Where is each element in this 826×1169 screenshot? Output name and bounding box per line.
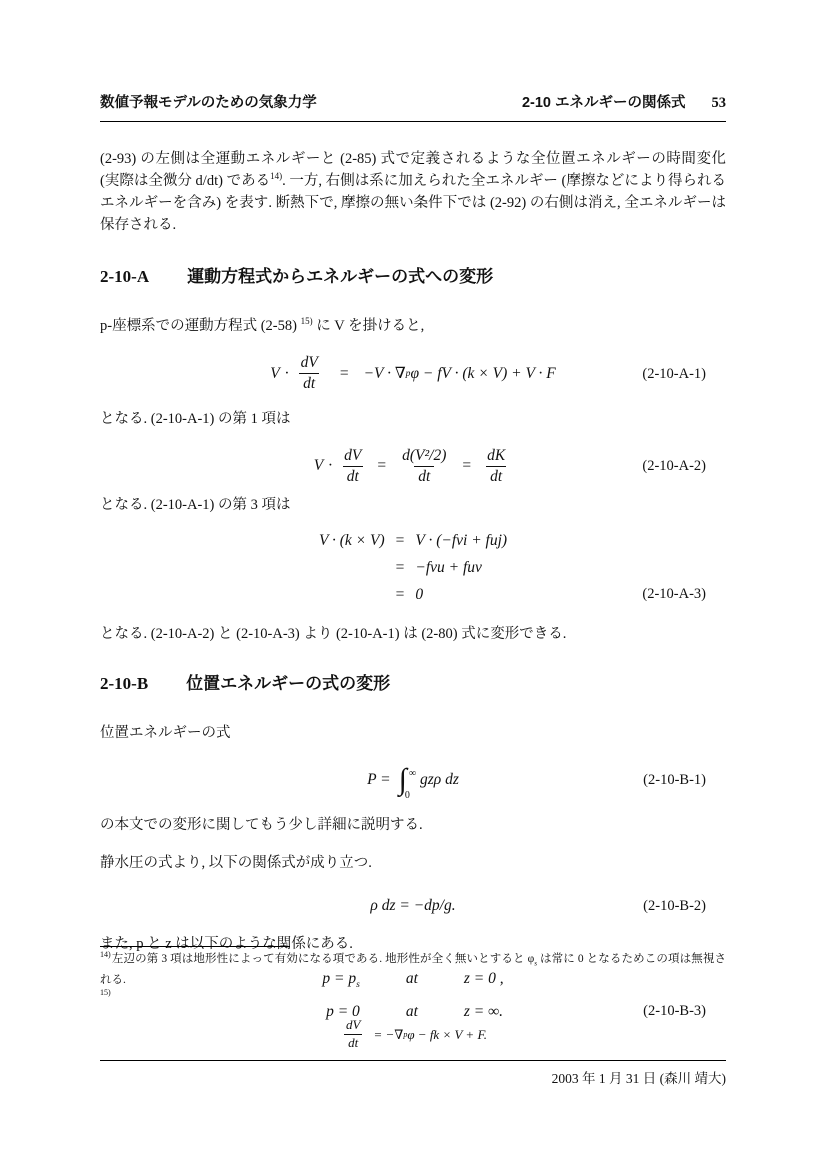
header-section-title: 2-10 エネルギーの関係式 xyxy=(521,95,686,111)
eq-b3-r1-rhs: z = 0 , xyxy=(463,970,504,987)
eq-a2-fraction-3 xyxy=(483,447,509,486)
eq-a3-equals-1: = xyxy=(395,531,405,549)
eq-a2-f2-den: dt xyxy=(414,466,434,486)
eq-b3-r1-at: at xyxy=(405,970,418,987)
eq-a2-f3-den: dt xyxy=(486,466,506,486)
footnote-14-text-1: 左辺の第 3 項は地形性によって有効になる項である. 地形性が全く無いとすると φ xyxy=(111,953,535,965)
equation-2-10-B-2 xyxy=(100,889,726,923)
section-b-heading xyxy=(100,673,726,694)
intro-paragraph xyxy=(100,148,726,236)
equation-tag-a3: (2-10-A-3) xyxy=(642,585,706,602)
section-a-title: 運動方程式からエネルギーの式への変形 xyxy=(187,267,494,286)
eq-a2-equals-1: = xyxy=(377,457,387,474)
eq-a3-equals-3: = xyxy=(395,585,405,603)
eq-b2-body: ρ dz = −dp/g. xyxy=(370,896,456,914)
equation-2-10-A-3 xyxy=(100,531,726,605)
footnote-rule xyxy=(100,946,290,947)
eq-a2-fraction-2 xyxy=(398,447,450,486)
fn15-body-2: φ − fk × V + F. xyxy=(407,1026,487,1042)
eq-a1-lhs-vector: V xyxy=(270,364,280,382)
eq-a3-rhs-2: −fvu + fuv xyxy=(415,558,482,576)
eq-a3-rhs-1: V · (−fvi + fuj) xyxy=(415,531,508,549)
between-text-2: となる. (2-10-A-1) の第 3 項は xyxy=(100,497,291,513)
eq-b3-r2-rhs: z = ∞. xyxy=(463,1003,504,1021)
section-a-intro-text-2: に V を掛けると, xyxy=(312,318,425,334)
eq-a1-frac-num: dV xyxy=(300,354,318,372)
equation-tag-b3: (2-10-B-3) xyxy=(643,1003,706,1020)
intro-paragraph-text-2: . 一方, 右側は系に加えられた全エネルギー (摩擦などにより得られるエネルギーを含み) を表す. 断熱下で, 摩擦の無い条件下では (2-92) の右側は消え, 全エネルギーは保存される. xyxy=(100,173,727,233)
header-page-number: 53 xyxy=(711,95,726,111)
eq-b1-integral-group xyxy=(399,762,416,799)
eq-a1-rhs-1: −V · ∇ xyxy=(363,364,406,382)
footnote-14-phi-sub: s xyxy=(534,959,538,968)
eq-a2-f2-num: d(V²/2) xyxy=(402,446,447,464)
equation-tag-b1: (2-10-B-1) xyxy=(643,772,706,788)
eq-b1-lhs: P = xyxy=(367,771,391,788)
eq-a2-dot: · xyxy=(328,457,333,474)
eq-a1-rhs-2: φ − fV · (k × V) + V · F xyxy=(410,364,556,382)
section-a-outro: となる. (2-10-A-2) と (2-10-A-3) より (2-10-A-1) は (2-80) 式に変形できる. xyxy=(100,625,567,642)
fn15-nabla-sub: p xyxy=(403,1029,408,1039)
section-b-lead: 位置エネルギーの式 xyxy=(100,724,231,741)
eq-a3-equals-2: = xyxy=(395,558,405,576)
eq-a2-fraction-1 xyxy=(340,447,365,486)
eq-b3-r1-lhs-text: p = p xyxy=(322,970,357,987)
footer-rule xyxy=(100,1060,726,1061)
section-b-hydrostatic-text: 静水圧の式より, 以下の関係式が成り立つ. xyxy=(100,855,372,871)
footnote-14-marker: 14) xyxy=(100,950,111,960)
section-b-number: 2-10-B xyxy=(100,673,149,693)
eq-a2-f1-num: dV xyxy=(344,446,362,464)
between-text-1: となる. (2-10-A-1) の第 1 項は xyxy=(100,410,291,427)
fn15-frac-num: dV xyxy=(346,1016,361,1032)
footnote-ref-14: 14) xyxy=(270,171,283,182)
equation-tag-a1: (2-10-A-1) xyxy=(642,365,706,382)
footnote-ref-15: 15) xyxy=(300,316,313,327)
intro-paragraph-text-1: (2-93) の左側は全運動エネルギーと (2-85) 式で定義されるような全位置エネルギーの時間変化 (実際は全微分 d/dt) である xyxy=(100,151,726,189)
equation-2-10-A-2 xyxy=(100,444,726,488)
eq-b3-r2-lhs: p = 0 xyxy=(326,1003,360,1021)
eq-a2-lhs-vector: V xyxy=(313,457,324,474)
eq-a1-equals: = xyxy=(339,364,349,382)
section-b-relation-text: また, p と z は以下のような関係にある. xyxy=(100,935,353,952)
eq-a2-f1-den: dt xyxy=(343,466,363,486)
fn15-body-1: = −∇ xyxy=(373,1026,404,1042)
integral-lower-limit: 0 xyxy=(404,789,410,801)
eq-a1-fraction xyxy=(297,354,322,393)
eq-a3-lhs: V · (k × V) xyxy=(318,531,385,549)
header-right-group xyxy=(522,92,726,114)
eq-a2-equals-2: = xyxy=(462,457,472,474)
eq-b3-ps-sub: s xyxy=(356,979,360,991)
footnote-14 xyxy=(100,951,726,989)
page-header xyxy=(100,92,726,122)
integral-upper-limit: ∞ xyxy=(408,767,416,779)
equation-tag-b2: (2-10-B-2) xyxy=(643,897,706,914)
eq-b3-r2-at: at xyxy=(405,1003,418,1021)
eq-a1-nabla-sub: p xyxy=(405,367,411,379)
section-a-intro xyxy=(100,315,726,337)
section-b-after-eq1: の本文での変形に関してもう少し詳細に説明する. xyxy=(100,817,423,833)
footnotes-block xyxy=(100,946,726,1054)
section-a-heading xyxy=(100,266,726,287)
fn15-fraction xyxy=(342,1018,364,1051)
eq-a2-f3-num: dK xyxy=(487,446,506,464)
footnote-15-equation xyxy=(100,1014,726,1054)
section-b-title: 位置エネルギーの式の変形 xyxy=(186,673,391,693)
equation-tag-a2: (2-10-A-2) xyxy=(642,458,706,474)
eq-b1-body: gzρ dz xyxy=(420,771,459,788)
integral-sign: ∫ xyxy=(398,763,407,796)
eq-a1-dot: · xyxy=(284,364,289,382)
footnote-14-text-2: は常に 0 となるためこの項は無視される. xyxy=(100,953,726,987)
header-book-title: 数値予報モデルのための気象力学 xyxy=(100,95,317,111)
fn15-frac-den: dt xyxy=(344,1034,362,1051)
footer-date: 2003 年 1 月 31 日 (森川 靖大) xyxy=(551,1071,726,1086)
eq-a3-rhs-3: 0 xyxy=(415,585,424,603)
section-a-number: 2-10-A xyxy=(100,267,150,286)
integral-limits xyxy=(404,762,416,801)
footnote-15 xyxy=(100,989,726,1006)
eq-a1-frac-den: dt xyxy=(299,373,319,393)
equation-2-10-B-1 xyxy=(100,758,726,802)
eq-a3-align-grid xyxy=(319,531,507,605)
section-a-intro-text-1: p-座標系での運動方程式 (2-58) xyxy=(100,318,301,334)
footnote-15-marker: 15) xyxy=(100,988,111,998)
page-footer xyxy=(100,1060,726,1087)
equation-2-10-A-1 xyxy=(100,352,726,396)
